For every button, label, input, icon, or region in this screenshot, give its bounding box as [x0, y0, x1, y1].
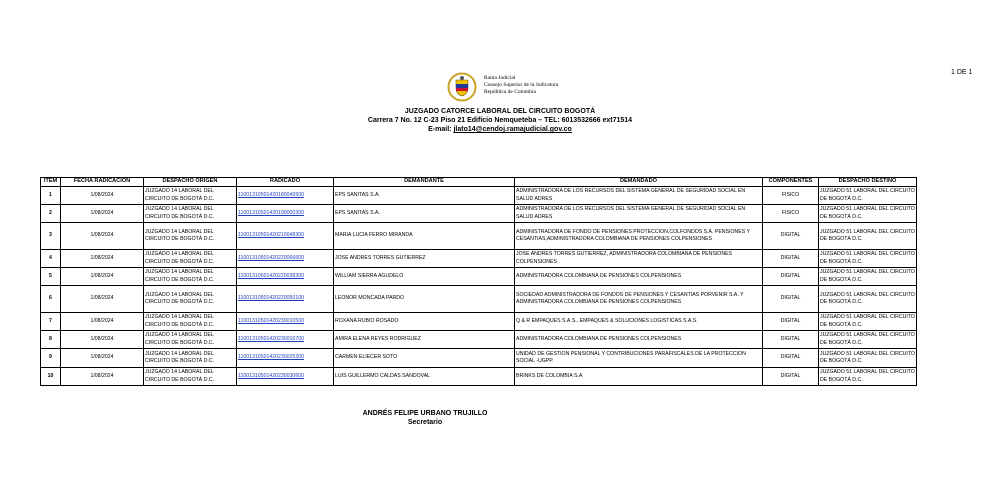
cell-demandado: ADMINISTRADORA DE LOS RECURSOS DEL SISTEMA GENERAL DE SEGURIDAD SOCIAL EN SALUD ADRES [515, 187, 763, 205]
cell-fecha: 1/08/2024 [61, 187, 144, 205]
cell-origen: JUZGADO 14 LABORAL DEL CIRCUITO DE BOGOTÁ D.C. [144, 368, 237, 386]
cell-radicado [237, 349, 334, 368]
cell-fecha: 1/08/2024 [61, 268, 144, 286]
table-row [41, 313, 917, 331]
radicado-link[interactable]: 11001310501420230030600 [238, 372, 304, 379]
table-row [41, 368, 917, 386]
cell-demandante: MARIA LUCIA FERRO MIRANDA [334, 223, 515, 250]
cell-item: 1 [41, 187, 61, 205]
cell-demandado: Q & R EMPAQUES S.A.S., EMPAQUES & SOLUCIONES LOGISTICAS S.A.S. [515, 313, 763, 331]
table-row [41, 205, 917, 223]
cell-origen: JUZGADO 14 LABORAL DEL CIRCUITO DE BOGOTÁ D.C. [144, 331, 237, 349]
cell-item: 5 [41, 268, 61, 286]
header-demandante: DEMANDANTE [334, 178, 515, 187]
cell-componentes: DIGITAL [763, 349, 819, 368]
cell-demandado: ADMINISTRADORA COLOMBIANA DE PENSIONES COLPENSIONES [515, 331, 763, 349]
cell-demandado: ADMINISTRADORA DE FONDO DE PENSIONES PROTECCION,COLFONDOS S.A. PENSIONES Y CESANTIAS,ADMINISTRADORA COLOMBIANA DE PENSIONES COLPENSIONES [515, 223, 763, 250]
header-origen: DESPACHO ORIGEN [144, 178, 237, 187]
cell-demandante: EPS SANITAS S.A. [334, 205, 515, 223]
cell-demandado: SOCIEDAD ADMINISTRADORA DE FONDOS DE PENSIONES Y CESANTIAS PORVENIR S.A. Y ADMINISTRADORA COLOMBIANA DE PENSIONES COLPENSIONES [515, 286, 763, 313]
cell-fecha: 1/08/2024 [61, 223, 144, 250]
cell-componentes: DIGITAL [763, 313, 819, 331]
cell-destino: JUZGADO 51 LABORAL DEL CIRCUITO DE BOGOTÁ D.C. [819, 368, 917, 386]
email-link[interactable]: jlato14@cendoj.ramajudicial.gov.co [453, 126, 572, 133]
cell-item: 4 [41, 250, 61, 268]
radicado-link[interactable]: 11001310501420230025200 [238, 354, 304, 361]
cell-item: 3 [41, 223, 61, 250]
cell-componentes: DIGITAL [763, 331, 819, 349]
table-row [41, 187, 917, 205]
cell-destino: JUZGADO 51 LABORAL DEL CIRCUITO DE BOGOTÁ D.C. [819, 223, 917, 250]
radicado-link[interactable]: 11001310501420190000300 [238, 209, 304, 216]
cell-demandado: UNIDAD DE GESTION PENSIONAL Y CONTRIBUCIONES PARAFISCALES DE LA PROTECCION SOCIAL -UGPP. [515, 349, 763, 368]
radicado-link[interactable]: 11001310501420230016700 [238, 335, 304, 342]
email-label: E-mail: [428, 126, 454, 133]
page-number: 1 DE 1 [951, 69, 973, 76]
cell-demandante: WILLIAM SIERRA AGUDELO [334, 268, 515, 286]
cell-componentes: DIGITAL [763, 250, 819, 268]
cell-componentes: FISICO [763, 205, 819, 223]
signer-role: Secretario [407, 419, 443, 426]
cell-item: 2 [41, 205, 61, 223]
cell-destino: JUZGADO 51 LABORAL DEL CIRCUITO DE BOGOTÁ D.C. [819, 205, 917, 223]
cell-radicado [237, 223, 334, 250]
cell-demandante: ROXANA RUBIO ROSADO [334, 313, 515, 331]
cell-origen: JUZGADO 14 LABORAL DEL CIRCUITO DE BOGOTÁ D.C. [144, 187, 237, 205]
cell-demandado: BRINKS DE COLOMBIA S.A [515, 368, 763, 386]
cell-destino: JUZGADO 51 LABORAL DEL CIRCUITO DE BOGOTÁ D.C. [819, 268, 917, 286]
cell-radicado [237, 268, 334, 286]
radicado-link[interactable]: 11001310501420220050100 [238, 295, 304, 302]
table-row [41, 223, 917, 250]
cell-radicado [237, 205, 334, 223]
cell-radicado [237, 187, 334, 205]
cell-origen: JUZGADO 14 LABORAL DEL CIRCUITO DE BOGOTÁ D.C. [144, 349, 237, 368]
cell-destino: JUZGADO 51 LABORAL DEL CIRCUITO DE BOGOTÁ D.C. [819, 187, 917, 205]
table-header-row [41, 178, 917, 187]
cell-destino: JUZGADO 51 LABORAL DEL CIRCUITO DE BOGOTÁ D.C. [819, 331, 917, 349]
signer-name: ANDRÉS FELIPE URBANO TRUJILLO [362, 410, 488, 417]
cell-demandante: CARMEN ELIECER SOTO [334, 349, 515, 368]
table-row [41, 349, 917, 368]
cell-destino: JUZGADO 51 LABORAL DEL CIRCUITO DE BOGOTÁ D.C. [819, 313, 917, 331]
cell-demandante: EPS SANITAS S.A. [334, 187, 515, 205]
cell-origen: JUZGADO 14 LABORAL DEL CIRCUITO DE BOGOTÁ D.C. [144, 223, 237, 250]
radicado-link[interactable]: 11001310501420220066600 [238, 254, 304, 261]
cell-radicado [237, 250, 334, 268]
header-demandado: DEMANDADO [515, 178, 763, 187]
cell-origen: JUZGADO 14 LABORAL DEL CIRCUITO DE BOGOTÁ D.C. [144, 205, 237, 223]
cell-fecha: 1/08/2024 [61, 368, 144, 386]
cell-fecha: 1/08/2024 [61, 313, 144, 331]
cell-origen: JUZGADO 14 LABORAL DEL CIRCUITO DE BOGOTÁ D.C. [144, 268, 237, 286]
header-fecha: FECHA RADICACION [61, 178, 144, 187]
cell-fecha: 1/08/2024 [61, 205, 144, 223]
cases-table [40, 177, 917, 386]
radicado-link[interactable]: 11001310501420210048300 [238, 232, 304, 239]
logo-line-2: Consejo Superior de la Judicatura [484, 82, 559, 88]
cell-demandado: ADMINISTRADORA DE LOS RECURSOS DEL SISTEMA GENERAL DE SEGURIDAD SOCIAL EN SALUD ADRES [515, 205, 763, 223]
cell-componentes: DIGITAL [763, 286, 819, 313]
cell-radicado [237, 286, 334, 313]
cell-fecha: 1/08/2024 [61, 250, 144, 268]
cell-componentes: FISICO [763, 187, 819, 205]
court-address: Carrera 7 No. 12 C-23 Piso 21 Edificio Nemqueteba – TEL: 6013532666 ext71514 [367, 117, 633, 124]
cell-demandante: AMIRA ELENA REYES RODRIGUEZ [334, 331, 515, 349]
court-email-line [250, 126, 750, 134]
header-destino: DESPACHO DESTINO [819, 178, 917, 187]
logo-line-3: República de Colombia [484, 89, 536, 95]
cell-fecha: 1/08/2024 [61, 349, 144, 368]
cell-radicado [237, 368, 334, 386]
cell-destino: JUZGADO 51 LABORAL DEL CIRCUITO DE BOGOTÁ D.C. [819, 286, 917, 313]
table-row [41, 331, 917, 349]
cell-demandante: LUIS GUILLERMO CALDAS SANDOVAL [334, 368, 515, 386]
cell-radicado [237, 313, 334, 331]
table-row [41, 250, 917, 268]
radicado-link[interactable]: 11001310501420230010500 [238, 317, 304, 324]
cell-item: 7 [41, 313, 61, 331]
cell-componentes: DIGITAL [763, 268, 819, 286]
header-radicado: RADICADO [237, 178, 334, 187]
cell-radicado [237, 331, 334, 349]
cell-destino: JUZGADO 51 LABORAL DEL CIRCUITO DE BOGOTÁ D.C. [819, 250, 917, 268]
radicado-link[interactable]: 11001310501420180049500 [238, 191, 304, 198]
cell-origen: JUZGADO 14 LABORAL DEL CIRCUITO DE BOGOTÁ D.C. [144, 286, 237, 313]
coat-of-arms-icon [447, 72, 477, 102]
logo-text [484, 75, 558, 96]
cell-demandante: LEONOR MONCADA PARDO [334, 286, 515, 313]
header-componentes: COMPONENTES [763, 178, 819, 187]
cell-fecha: 1/08/2024 [61, 331, 144, 349]
rama-judicial-logo [447, 72, 587, 102]
header-item: ITEM [41, 178, 61, 187]
cell-demandado: ADMINISTRADORA COLOMBIANA DE PENSIONES COLPENSIONES [515, 268, 763, 286]
cell-origen: JUZGADO 14 LABORAL DEL CIRCUITO DE BOGOTÁ D.C. [144, 250, 237, 268]
cell-demandado: JOSE ANDRES TORRES GUTIERREZ, ADMINISTRADORA COLOMBIANA DE PENSIONES COLPENSIONES [515, 250, 763, 268]
court-name: JUZGADO CATORCE LABORAL DEL CIRCUITO BOGOTÁ [404, 108, 596, 115]
radicado-link[interactable]: 11001310501420220038300 [238, 272, 304, 279]
cell-fecha: 1/08/2024 [61, 286, 144, 313]
cell-item: 10 [41, 368, 61, 386]
table-row [41, 286, 917, 313]
cell-componentes: DIGITAL [763, 368, 819, 386]
cell-item: 8 [41, 331, 61, 349]
cell-demandante: JOSE ANDRES TORRES GUTIERREZ [334, 250, 515, 268]
cell-item: 6 [41, 286, 61, 313]
cell-componentes: DIGITAL [763, 223, 819, 250]
logo-line-1: Rama Judicial [484, 75, 516, 81]
table-row [41, 268, 917, 286]
cell-origen: JUZGADO 14 LABORAL DEL CIRCUITO DE BOGOTÁ D.C. [144, 313, 237, 331]
cell-item: 9 [41, 349, 61, 368]
cell-destino: JUZGADO 51 LABORAL DEL CIRCUITO DE BOGOTÁ D.C. [819, 349, 917, 368]
